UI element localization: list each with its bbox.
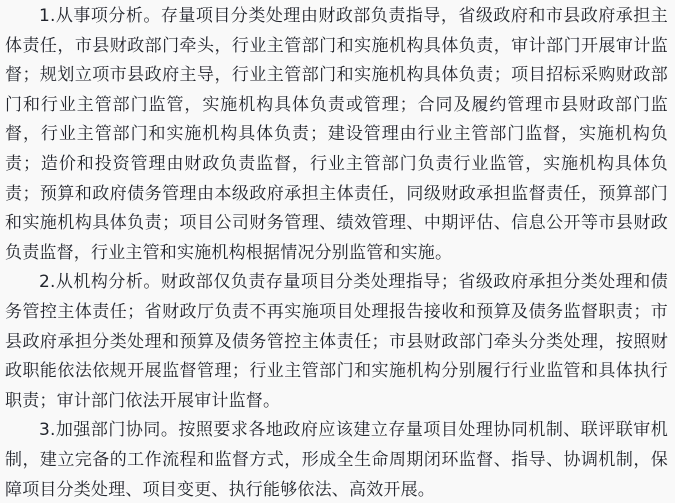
paragraph-3-department-coordination: 3.加强部门协同。按照要求各地政府应该建立存量项目处理协同机制、联评联审机制，建立完备的工作流程和监督方式，形成全生命周期闭环监督、指导、协调机制，保障项目分类处理、项目变更、执行能够依法、高效开展。 [5,420,668,500]
paragraph-1-items-analysis: 1.从事项分析。存量项目分类处理由财政部负责指导，省级政府和市县政府承担主体责任，市县财政部门牵头，行业主管部门和实施机构具体负责，审计部门开展审计监督；规划立项市县政府主导，行业主管部门和实施机构具体负责；项目招标采购财政部门和行业主管部门监管，实施机构具体负责或管理；合同及履约管理市县财政部门监督，行业主管部门和实施机构具体负责；建设管理由行业主管部门监督，实施机构负责；造价和投资管理由财政负责监督，行业主管部门负责行业监管，实施机构具体负责；预算和政府债务管理由本级政府承担主体责任，同级财政承担监督责任，预算部门和实施机构具体负责；项目公司财务管理、绩效管理、中期评估、信息公开等市县财政负责监督，行业主管和实施机构根据情况分别监管和实施。 [5,6,668,263]
paragraph-2-organization-analysis: 2.从机构分析。财政部仅负责存量项目分类处理指导；省级政府承担分类处理和债务管控主体责任；省财政厅负责不再实施项目处理报告接收和预算及债务监督职责；市县政府承担分类处理和预算及债务管控主体责任；市县财政部门牵头分类处理，按照财政职能依法依规开展监督管理；行业主管部门和实施机构分别履行行业监管和具体执行职责；审计部门依法开展审计监督。 [5,272,668,411]
